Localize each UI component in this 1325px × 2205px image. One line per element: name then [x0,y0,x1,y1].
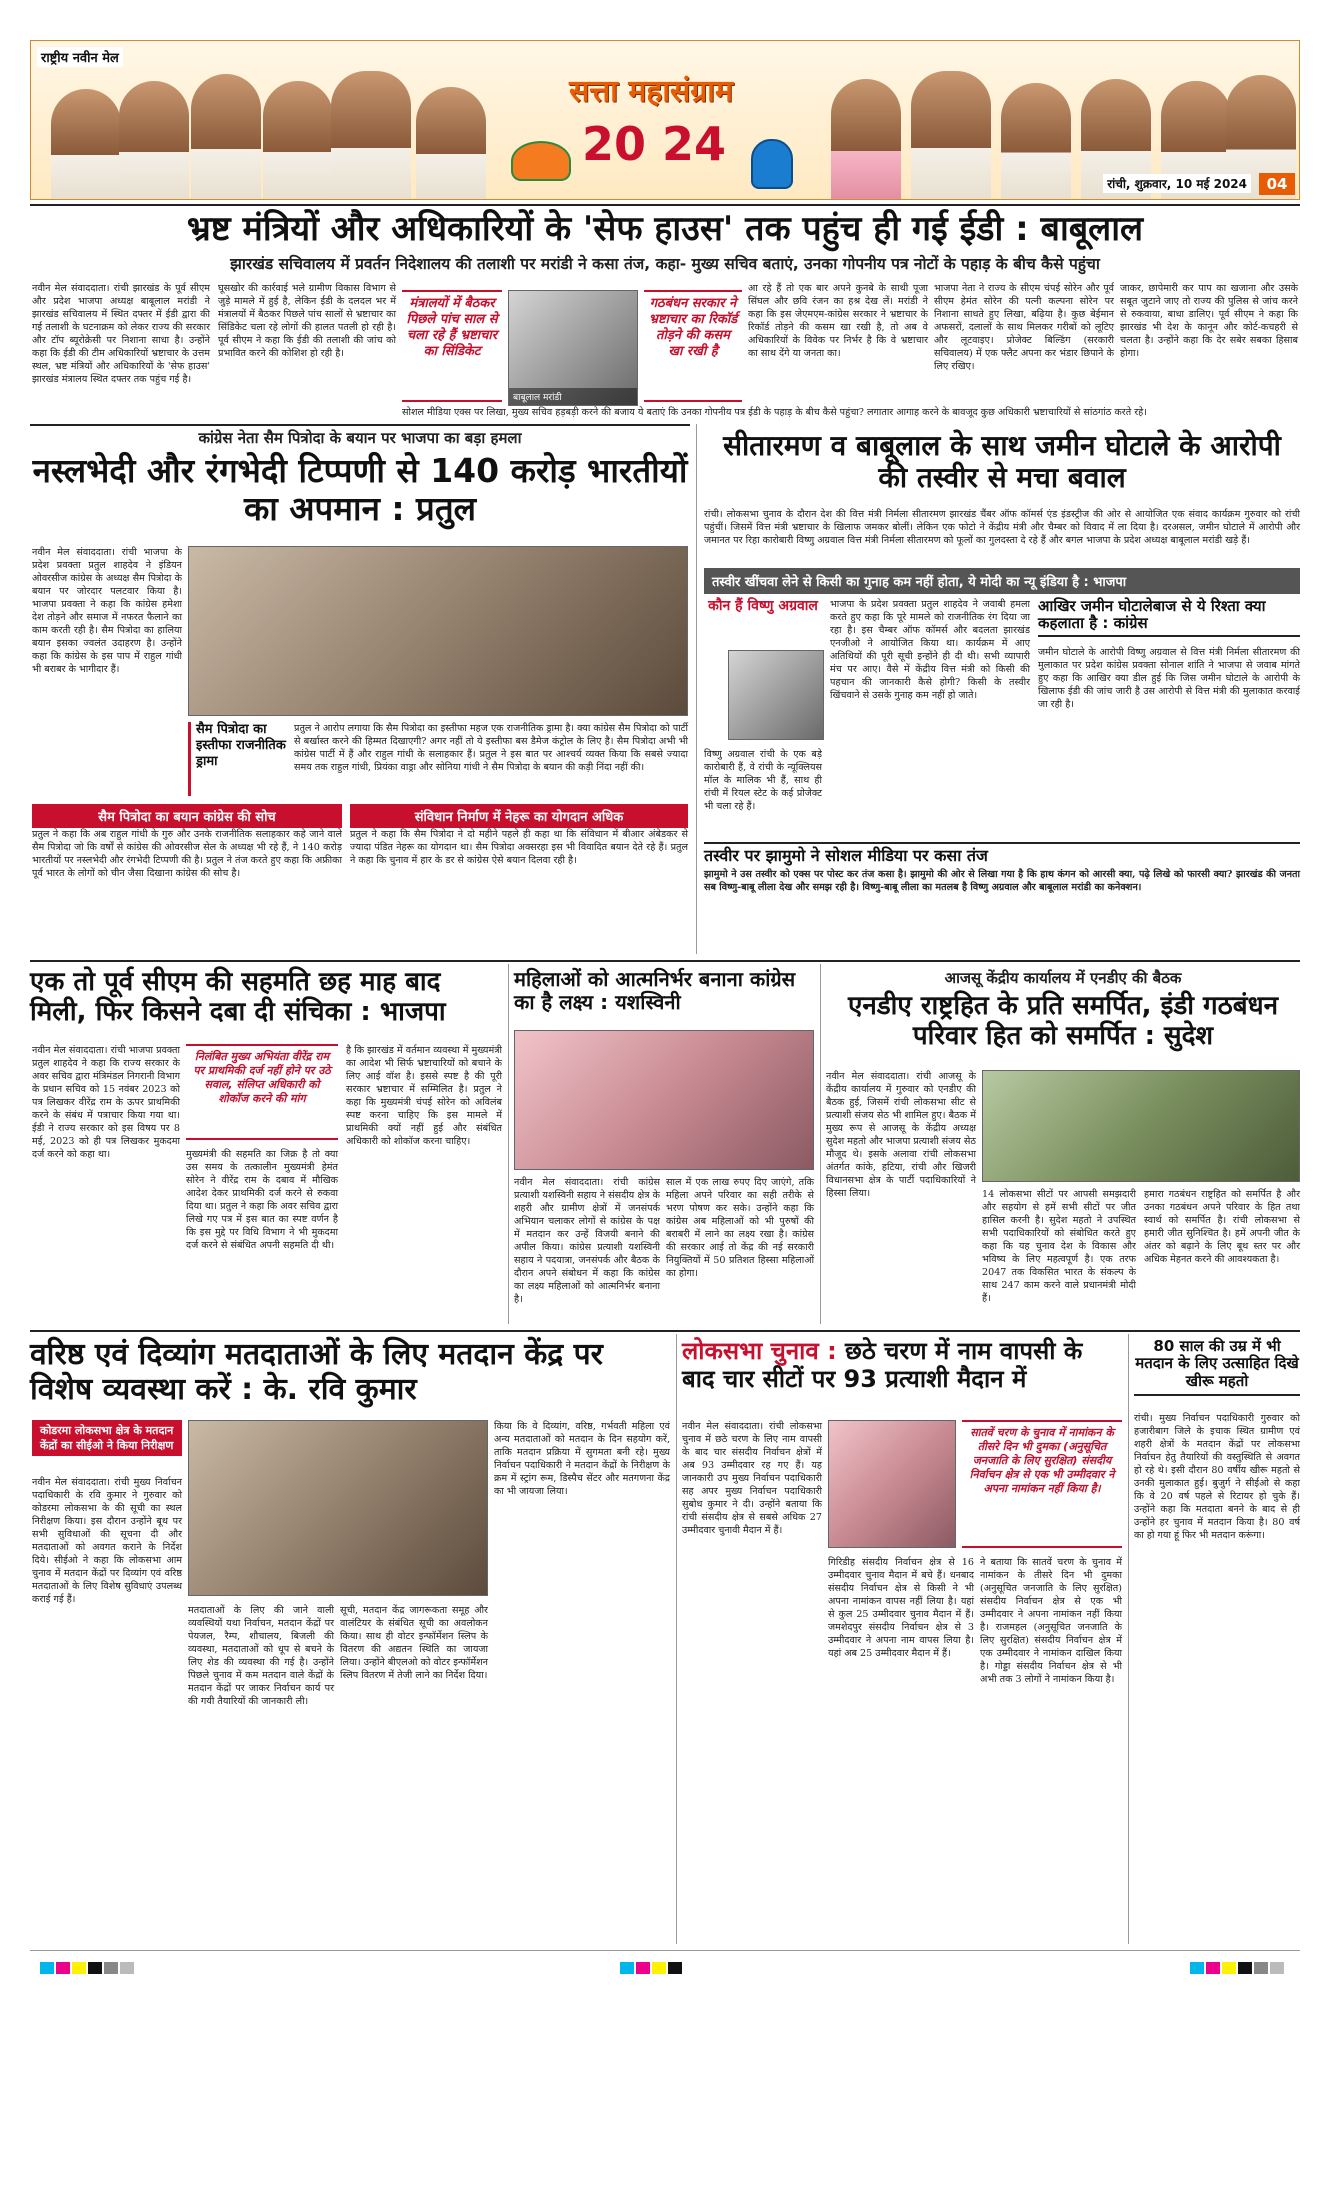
leader-photo [191,74,261,199]
story3-col-mid: भाजपा के प्रदेश प्रवक्ता प्रतुल शाहदेव ने जवाबी हमला करते हुए कहा कि पूरे मामले को राजनीतिक रंग दिया जा रहा है। इस चैम्बर ऑफ कॉमर्स और बदलता झारखंड एनजीओ ने आयोजित किया था। कार्यक्रम में आए अतिथियों की पूरी सूची इन्होंने ही दी थी। सभी व्यापारी मंच पर आए। वैसे में केंद्रीय वित्त मंत्री को किसी की पहचान की जानकारी कैसे होगी? किसी के तस्वीर खिंचवाने से उसके गुनाह कम नहीं हो जाते। [830,599,1030,701]
story2-sub1-text: प्रतुल ने कहा कि अब राहुल गांधी के गुरु और उनके राजनीतिक सलाहकार कहे जाने वाले सैम पित्रोदा जो कि वर्षों से कांग्रेस की ओवरसीज सेल के अध्यक्ष भी रहे हैं, ने 140 करोड़ भारतीयों पर नस्लभेदी और रंगभेदी टिप्पणी की है। प्रतुल ने तंज करते हुए कहा कि अफ्रीका पूर्व भारत के लोगों को चीन जैसा दिखाना कांग्रेस की सोच है। [32,829,342,879]
story8-col-3: ने बताया कि सातवें चरण के चुनाव में नामांकन के तीसरे दिन भी दुमका (अनुसूचित जनजाति के लिए सुरक्षित) संसदीय निर्वाचन क्षेत्र से एक भी उम्मीदवार ने अपना नामांकन नहीं किया है। राजमहल (अनुसूचित जनजाति के लिए सुरक्षित) संसदीय निर्वाचन क्षेत्र में एक उम्मीदवार ने नामांकन दाखिल किया है। गोड्डा संसदीय निर्वाचन क्षेत्र से भी अभी तक 3 लोगों ने नामांकन किया है। [980,1557,1122,1685]
story3-who-head: कौन हैं विष्णु अग्रवाल [708,598,818,614]
leader-photo [263,81,333,199]
color-registration-bar [40,1962,136,1974]
story5-col-2: साल में एक लाख रुपए दिए जाएंगे, तकि महिला अपने परिवार का सही तरीके से भरण पोषण कर सके। उन्होंने कहा कि कांग्रेस अब महिलाओं को भी पुरुषों की बराबरी में लाने का लक्ष्य रखा है। कांग्रेस की सरकार आई तो केंद्र की नई सरकारी नियुक्तियों में 50 प्रतिशत हिस्सा महिलाओं का होगा। [666,1177,814,1279]
paper-name: राष्ट्रीय नवीन मेल [37,47,123,67]
nda-meeting-photo [982,1070,1300,1182]
banner-year: 20 24 [581,117,727,171]
color-registration-bar [620,1962,684,1974]
story4-col-1: नवीन मेल संवाददाता। रांची भाजपा प्रवक्ता प्रतुल शाहदेव ने कहा कि राज्य सरकार के अवर सचिव द्वारा मंत्रिमंडल निगरानी विभाग के प्रधान सचिव को 15 नवंबर 2023 को पत्र लिखकर वीरेंद्र राम के ऊपर प्राथमिकी करने के संबंध में पत्राचार किया गया था। ईडी ने राज्य सरकार को इस विषय पर 8 मई, 2023 को ही पत्र लिखकर मुकदमा दर्ज करने को कहा था। [32,1045,180,1160]
lead-col-6: जाकर, छापेमारी कर पाप का खजाना और उसके सबूत जुटाने जाए तो राज्य की पुलिस से जांच करने से रुकवाया, बाधा डालिए। पूर्व सीएम ने कहा कि झारखंड भी देश के कानून और कोर्ट-कचहरी से चलता है। उन्होंने कहा कि देर सबेर सबका हिसाब होगा। [1120,283,1298,359]
story7-col-1: नवीन मेल संवाददाता। रांची मुख्य निर्वाचन पदाधिकारी के रवि कुमार ने गुरुवार को कोडरमा लोकसभा के की सूची का स्थल निरीक्षण किया। इस दौरान उन्होंने बूथ पर सभी सुविधाओं की सूचना दी और मतदाताओं को अवगत कराने के निर्देश दिये। सीईओ ने कहा कि लोकसभा आम चुनाव में मतदान केंद्रों पर दिव्यांग एवं वरिष्ठ मतदाताओं के लिए विशेष सुविधाएं उपलब्ध कराई गई हैं। [32,1477,182,1605]
story2-sub2-text: प्रतुल ने कहा कि सैम पित्रोदा ने दो महीने पहले ही कहा था कि संविधान में बीआर अंबेडकर से ज्यादा पंडित नेहरू का योगदान था। सैम पित्रोदा अक्सरहा इस भी विवादित बयान देते रहे हैं। प्रतुल ने कहा कि चुनाव में हार के डर से कांग्रेस ऐसे बयान दिलवा रही है। [350,829,688,866]
candidate-photo [828,1420,956,1548]
page-number: 04 [1259,173,1295,195]
story7-headline: वरिष्ठ एवं दिव्यांग मतदाताओं के लिए मतदान केंद्र पर विशेष व्यवस्था करें : के. रवि कुमार [30,1337,603,1407]
story5-col-1: नवीन मेल संवाददाता। रांची कांग्रेस प्रत्याशी यशस्विनी सहाय ने संसदीय क्षेत्र के शहरी और ग्रामीण क्षेत्रों में जनसंपर्क अभियान चलाकर लोगों से कांग्रेस के पक्ष में मतदान कर उन्हें विजयी बनाने की अपील किया। कांग्रेस प्रत्याशी यशस्विनी सहाय ने पदयात्रा, जनसंपर्क और बैठक के दौरान अपने संबोधन में कहा कि कांग्रेस का लक्ष्य महिलाओं को आत्मनिर्भर बनाना है। [514,1177,660,1305]
divider [30,204,1300,206]
dateline: रांची, शुक्रवार, 10 मई 2024 [1103,174,1251,193]
divider [676,1334,677,1944]
lead-col-5: भाजपा नेता ने राज्य के सीएम चंपई सोरेन और पूर्व सीएम हेमंत सोरेन की पत्नी कल्पना सोरेन पर निशाना साधते हुए लिखा, बढ़िया है। कुछ बेईमान अफसरों, दलालों के साथ मिलकर गरीबों को लूटिए और लूटवाइए। प्रोजेक्ट बिल्डिंग (सरकारी सचिवालय) में एक फ्लैट अपना कर भंडार छिपाने के लिए रखिए। [934,283,1114,372]
lead-pull-quote: मंत्रालयों में बैठकर पिछले पांच साल से चला रहे हैं भ्रष्टाचार का सिंडिकेट [402,290,502,402]
leader-photo [331,71,411,199]
divider [820,964,821,1324]
story3-headline: सीतारमण व बाबूलाल के साथ जमीन घोटाले के आरोपी की तस्वीर से मचा बवाल [723,429,1281,495]
story2-sub1-head: सैम पित्रोदा का बयान कांग्रेस की सोच [32,804,342,828]
story5-headline: महिलाओं को आत्मनिर्भर बनाना कांग्रेस का है लक्ष्य : यशस्विनी [514,967,796,1014]
divider [696,424,697,954]
story4-headline: एक तो पूर्व सीएम की सहमति छह माह बाद मिली, फिर किसने दबा दी संचिका : भाजपा [30,967,446,1027]
campaign-photo [514,1030,814,1170]
story3-social-text: झामुमो ने उस तस्वीर को एक्स पर पोस्ट कर तंज कसा है। झामुमो की ओर से लिखा गया है कि हाथ कंगन को आरसी क्या, पढ़े लिखे को फारसी क्या? झारखंड की जनता सब विष्णु-बाबू लीला देख और समझ रही है। विष्णु-बाबू लीला का मतलब है विष्णु अग्रवाल और बाबूलाल मरांडी का कनेक्शन। [704,869,1300,893]
story2-sub2-head: संविधान निर्माण में नेहरू का योगदान अधिक [350,804,688,828]
color-registration-bar [1190,1962,1286,1974]
story7-col-2: मतदाताओं के लिए की जाने वाली व्यवस्थियों यथा निर्वाचन, मतदान केंद्रों पर पेयजल, रैम्प, शौचालय, बिजली की व्यवस्था, मतदाताओं को धूप से बचने के लिए शेड की व्यवस्था की गई है। उन्होंने पिछले चुनाव में कम मतदान वाले केंद्रों के मतदान केंद्रों पर जाकर निर्वाचन कार्य पर की गयी तैयारियों की जानकारी ली। [188,1605,334,1707]
story3-social-head: तस्वीर पर झामुमो ने सोशल मीडिया पर कसा तंज [704,842,1300,865]
story8-label: लोकसभा चुनाव : [682,1337,837,1365]
story3-bjp-head: तस्वीर खींचवा लेने से किसी का गुनाह कम नहीं होता, ये मोदी का न्यू इंडिया है : भाजपा [704,568,1300,594]
story6-col-1: नवीन मेल संवाददाता। रांची आजसू के केंद्रीय कार्यालय में गुरुवार को एनडीए की बैठक हुई, जिसमें रांची लोकसभा सीट से प्रत्याशी संजय सेठ भी शामिल हुए। बैठक में मुख्य रूप से आजसू के केंद्रीय अध्यक्ष सुदेश महतो और भाजपा प्रत्याशी संजय सेठ मौजूद थे। इसके अलावा रांची लोकसभा अंतर्गत कांके, हटिया, रांची और खिजरी विधानसभा क्षेत्र के पार्टी पदाधिकारियों ने हिस्सा लिया। [826,1071,976,1199]
story6-col-3: हमारा गठबंधन राष्ट्रहित को समर्पित है और उनका गठबंधन अपने परिवार के हित तथा स्वार्थ को समर्पित है। रांची लोकसभा से हमारी जीत सुनिश्चित है। हमें अपनी जीत के अंतर को बढ़ाने के लिए बूथ स्तर पर और अधिक मेहनत करने की आवश्यकता है। [1144,1189,1300,1265]
ceo-inspection-photo [188,1420,488,1596]
leader-photo [119,81,189,199]
story2-kicker: कांग्रेस नेता सैम पित्रोदा के बयान पर भाजपा का बड़ा हमला [198,429,522,447]
story4-pull: निलंबित मुख्य अभियंता वीरेंद्र राम पर प्राथमिकी दर्ज नहीं होने पर उठे सवाल, संलिप्त अधिकारी को शोकॉज करने की मांग [186,1044,338,1140]
story9-headline: 80 साल की उम्र में भी मतदान के लिए उत्साहित दिखे खीरू महतो [1134,1338,1300,1396]
story4-col-3: है कि झारखंड में वर्तमान व्यवस्था में मुख्यमंत्री का आदेश भी सिर्फ भ्रष्टाचारियों को बचाने के लिए आई वॉश है। इससे स्पष्ट है की पूरी सरकार भ्रष्टाचार में सम्मिलित है। प्रतुल ने कहा कि मुख्यमंत्री चंपई सोरेन को अविलंब स्पष्ट करना चाहिए कि इस मामले में प्राथमिकी क्यों नहीं हुई और संबंधित अधिकारी को शोकॉज करना चाहिए। [346,1045,502,1147]
divider [30,424,690,426]
lead-col-2: घूसखोर की कार्रवाई भले ग्रामीण विकास विभाग से जुड़े मामले में हुई है, लेकिन ईडी के दलदल भर में मंत्रालयों में बैठकर पिछले पांच सालों से भ्रष्टाचार का सिंडिकेट चला रहे लोगों की हालत पतली हो रही है। पूर्व सीएम ने कहा कि ईडी की तलाशी की जांच को प्रभावित करने की कोशिश हो रही है। [218,283,396,359]
story7-col-4: किया कि वे दिव्यांग, वरिष्ठ, गर्भवती महिला एवं अन्य मतदाताओं को मतदान के दिन सहयोग करें, ताकि मतदान प्रक्रिया में सुगमता बनी रहे। मुख्य निर्वाचन पदाधिकारी ने मतदान केंद्रों के निरीक्षण के क्रम में स्ट्रांग रूम, डिस्पैच सेंटर और मतगणना केंद्र का भी जायजा लिया। [494,1421,670,1497]
story6-col-2: 14 लोकसभा सीटों पर आपसी समझदारी और सहयोग से हमें सभी सीटों पर जीत हासिल करनी है। सुदेश महतो ने उपस्थित सभी पदाधिकारियों को संबोधित करते हुए कहा कि यह चुनाव देश के विकास और भविष्य के लिए महत्वपूर्ण है। एक तरफ 2047 तक विकसित भारत के संकल्प के साथ 247 काम करने वाले प्रधानमंत्री मोदी हैं। [982,1189,1136,1304]
divider [508,964,509,1324]
hand-icon [751,139,793,189]
story9-text: रांची। मुख्य निर्वाचन पदाधिकारी गुरुवार को हजारीबाग जिले के इचाक स्थित ग्रामीण एवं शहरी क्षेत्रों के मतदान केंद्रों पर लोकसभा निर्वाचन हेतु तैयारियों की वस्तुस्थिति से अवगत हो रहे थे। इसी दौरान 80 वर्षीय खीरू महतो से उनकी मुलाकात हुई। बुजुर्ग ने सीईओ से कहा कि वे 20 वर्ष पहले से रिटायर हो चुके हैं। उन्होंने कहा कि मतदाता बनने के बाद से ही उन्होंने हर चुनाव में मतदान किया है। 80 वर्ष का हो गया हूं फिर भी मतदान करूंगा। [1134,1413,1300,1541]
lead-col-3: सोशल मीडिया एक्स पर लिखा, मुख्य सचिव हड़बड़ी करने की बजाय ये बताएं कि उनका गोपनीय पत्र ईडी के पहाड़ के बीच कैसे पहुंचा? लगातार आगाह करने के बावजूद कुछ अधिकारी भ्रष्टाचारियों से सांठगांठ करते रहे। [402,407,1147,418]
press-conference-photo [188,546,688,716]
story2-col-1: नवीन मेल संवाददाता। रांची भाजपा के प्रदेश प्रवक्ता प्रतुल शाहदेव ने इंडियन ओवरसीज कांग्रेस के अध्यक्ष सैम पित्रोदा के बयान पर जोरदार पलटवार किया है। भाजपा प्रवक्ता ने कहा कि कांग्रेस हमेशा देश तोड़ने और समाज में नफरत फैलाने का काम करती रही है। सैम पित्रोदा का हालिया बयान इसका ज्वलंत उदाहरण है। उन्होंने कहा कि कांग्रेस के इस पाप में राहुल गांधी भी बराबर के भागीदार हैं। [32,547,182,675]
leader-photo [416,87,486,199]
leader-photo [911,71,991,199]
leader-photo [831,79,901,199]
masthead-banner [30,40,1300,200]
story3-right-head: आखिर जमीन घोटालेबाज से ये रिश्ता क्या कहलाता है : कांग्रेस [1038,598,1300,637]
story8-headline [682,1338,1122,1393]
lotus-icon [511,141,571,181]
story8-pull: सातवें चरण के चुनाव में नामांकन के तीसरे दिन भी दुमका (अनुसूचित जनजाति के लिए सुरक्षित) संसदीय निर्वाचन क्षेत्र से एक भी उम्मीदवार ने अपना नामांकन नहीं किया है। [962,1420,1122,1548]
divider [30,960,1300,962]
story3-who-text: विष्णु अग्रवाल रांची के एक बड़े कारोबारी हैं, वे रांची के न्यूक्लियस मॉल के मालिक भी हैं, साथ ही रांची में रियल स्टेट के कई प्रोजेक्ट भी चला रहे हैं। [704,749,822,812]
story7-col-3: सूची, मतदान केंद्र जागरूकता समूह और वालंटियर के संबंधित सूची का अवलोकन किया। साथ ही वोटर इन्फॉर्मेशन स्लिप के वितरण की अद्यतन स्थिति का जायजा लिया। उन्होंने बीएलओ को वोटर इन्फॉर्मेशन स्लिप वितरण में तेजी लाने का निर्देश दिया। [340,1605,488,1681]
story3-intro: रांची। लोकसभा चुनाव के दौरान देश की वित्त मंत्री निर्मला सीतारमण झारखंड चैंबर ऑफ कॉमर्स एंड इंडस्ट्रीज की ओर से आयोजित एक संवाद कार्यक्रम गुरुवार को रांची पहुंचीं। जिसमें वित्त मंत्री भ्रष्टाचार के खिलाफ जमकर बोलीं। लेकिन एक फोटो ने केंद्रीय मंत्री और चैम्बर को विवाद में ला दिया है। दरअसल, जमीन घोटाले में आरोपी और जमानत पर रिहा कारोबारी विष्णु अग्रवाल वित्त मंत्री निर्मला सीतारमण को फूलों का गुलदस्ता दे रहे हैं और बगल भाजपा के प्रदेश अध्यक्ष बाबूलाल मरांडी खड़े हैं। [704,509,1300,546]
story2-col-2: प्रतुल ने आरोप लगाया कि सैम पित्रोदा का इस्तीफा महज एक राजनीतिक ड्रामा है। क्या कांग्रेस सैम पित्रोदा को पार्टी से बर्खास्त करने की हिम्मत दिखाएगी? अगर नहीं तो ये इस्तीफा बस डैमेज कंट्रोल के लिए है। सैम पित्रोदा अभी भी कांग्रेस पार्टी में हैं और राहुल गांधी के सलाहकार हैं। प्रतुल ने इस बात पर आश्चर्य व्यक्त किया कि सबसे ज्यादा समय तक राहुल गांधी, प्रियंका वाड्रा और सोनिया गांधी ने सैम पित्रोदा के बयान की कड़ी निंदा नहीं की। [294,723,688,773]
divider [30,1950,1300,1951]
story3-right-text: जमीन घोटाले के आरोपी विष्णु अग्रवाल से वित्त मंत्री निर्मला सीतारमण की मुलाकात पर प्रदेश कांग्रेस प्रवक्ता सोनाल शांति ने भाजपा से जवाब मांगते हुए कहा कि आखिर क्या डील हुई कि जिस जमीन घोटाले के आरोपी के खिलाफ ईडी की जांच जारी है उस आरोपी से वित्त मंत्री की मुलाकात करवाई जा रही है। [1038,647,1300,710]
lead-pull-quote-2: गठबंधन सरकार ने भ्रष्टाचार का रिकॉर्ड तोड़ने की कसम खा रखी है [644,290,742,402]
leader-photo [51,89,121,199]
story8-col-2: गिरिडीह संसदीय निर्वाचन क्षेत्र से 16 उम्मीदवार चुनाव मैदान में बचे हैं। धनबाद संसदीय निर्वाचन क्षेत्र से किसी ने भी अपना नामांकन वापस नहीं लिया है। यहां से कुल 25 उम्मीदवार चुनाव मैदान में हैं। जमशेदपुर संसदीय निर्वाचन क्षेत्र से 3 उम्मीदवार ने अपना नाम वापस लिया है। यहां अब 25 उम्मीदवार मैदान में हैं। [828,1557,974,1659]
story8-col-1: नवीन मेल संवाददाता। रांची लोकसभा चुनाव में छठे चरण के लिए नाम वापसी के बाद चार संसदीय निर्वाचन क्षेत्रों में अब 93 उम्मीदवार रह गए हैं। यह जानकारी उप मुख्य निर्वाचन पदाधिकारी सह अपर मुख्य निर्वाचन पदाधिकारी सुबोध कुमार ने दी। उन्होंने बताया कि रांची संसदीय क्षेत्र से सबसे अधिक 27 उम्मीदवार चुनावी मैदान में हैं। [682,1421,822,1536]
lead-col-4: आ रहे हैं तो एक बार अपने कुनबे के साथी पूजा सिंघल और छवि रंजन का हश्र देख लें। मरांडी ने कहा कि इस जेएमएम-कांग्रेस सरकार ने भ्रष्टाचार के रिकॉर्ड तोड़ने की कसम खा रखी है, तो अब वे अधिकारियों के विवेक पर निर्भर है कि वे भ्रष्टाचार का साथ देंगे या जनता का। [748,283,928,359]
banner-title: सत्ता महासंग्राम [569,74,733,109]
lead-headline: भ्रष्ट मंत्रियों और अधिकारियों के 'सेफ हाउस' तक पहुंच ही गई ईडी : बाबूलाल [186,209,1144,249]
leader-photo [1001,83,1071,199]
story6-headline: एनडीए राष्ट्रहित के प्रति समर्पित, इंडी गठबंधन परिवार हित को समर्पित : सुदेश [847,991,1279,1051]
story2-headline: नस्लभेदी और रंगभेदी टिप्पणी से 140 करोड़ भारतीयों का अपमान : प्रतुल [32,451,688,528]
story6-kicker: आजसू केंद्रीय कार्यालय में एनडीए की बैठक [944,969,1182,987]
divider [30,1330,1300,1332]
photo-caption: बाबूलाल मरांडी [509,388,637,405]
story8-headline-text: छठे चरण में नाम वापसी के बाद चार सीटों पर 93 प्रत्याशी मैदान में [682,1337,1083,1393]
story2-pull: सैम पित्रोदा का इस्तीफा राजनीतिक ड्रामा [188,722,288,796]
vishnu-agrawal-photo [728,650,824,740]
lead-col-1: नवीन मेल संवाददाता। रांची झारखंड के पूर्व सीएम और प्रदेश भाजपा अध्यक्ष बाबूलाल मरांडी ने झारखंड सचिवालय में स्थित दफ्तर में ईडी द्वारा की गई तलाशी के घटनाक्रम को लेकर राज्य की सरकार और टॉप ब्यूरोक्रेसी पर निशाना साधा है। उन्होंने कहा कि ईडी की टीम अधिकारियों भ्रष्टाचार के उत्तम स्थल, भ्रष्ट मंत्रियों और अधिकारियों के 'सेफ हाउस' झारखंड मंत्रालय स्थित दफ्तर तक पहुंच गई है। [32,283,210,385]
divider [1128,1334,1129,1944]
story4-col-2: मुख्यमंत्री की सहमति का जिक्र है तो क्या उस समय के तत्कालीन मुख्यमंत्री हेमंत सोरेन ने वीरेंद्र राम के दबाव में मौखिक आदेश देकर प्राथमिकी दर्ज करने से रुकवा दिया था। प्रतुल ने कहा कि अवर सचिव द्वारा लिखे गए पत्र में इस बात का स्पष्ट वर्णन है कि इस मुद्दे पर विधि विभाग ने भी मुकदमा दर्ज करने से संबंधित अपनी सहमति दी थी। [186,1149,338,1251]
lead-subhead: झारखंड सचिवालय में प्रवर्तन निदेशालय की तलाशी पर मरांडी ने कसा तंज, कहा- मुख्य सचिव बताएं, उनका गोपनीय पत्र नोटों के पहाड़ के बीच कैसे पहुंचा [230,255,1100,273]
story7-photo-caption: कोडरमा लोकसभा क्षेत्र के मतदान केंद्रों का सीईओ ने किया निरीक्षण [32,1420,182,1456]
babulal-photo [508,290,638,406]
